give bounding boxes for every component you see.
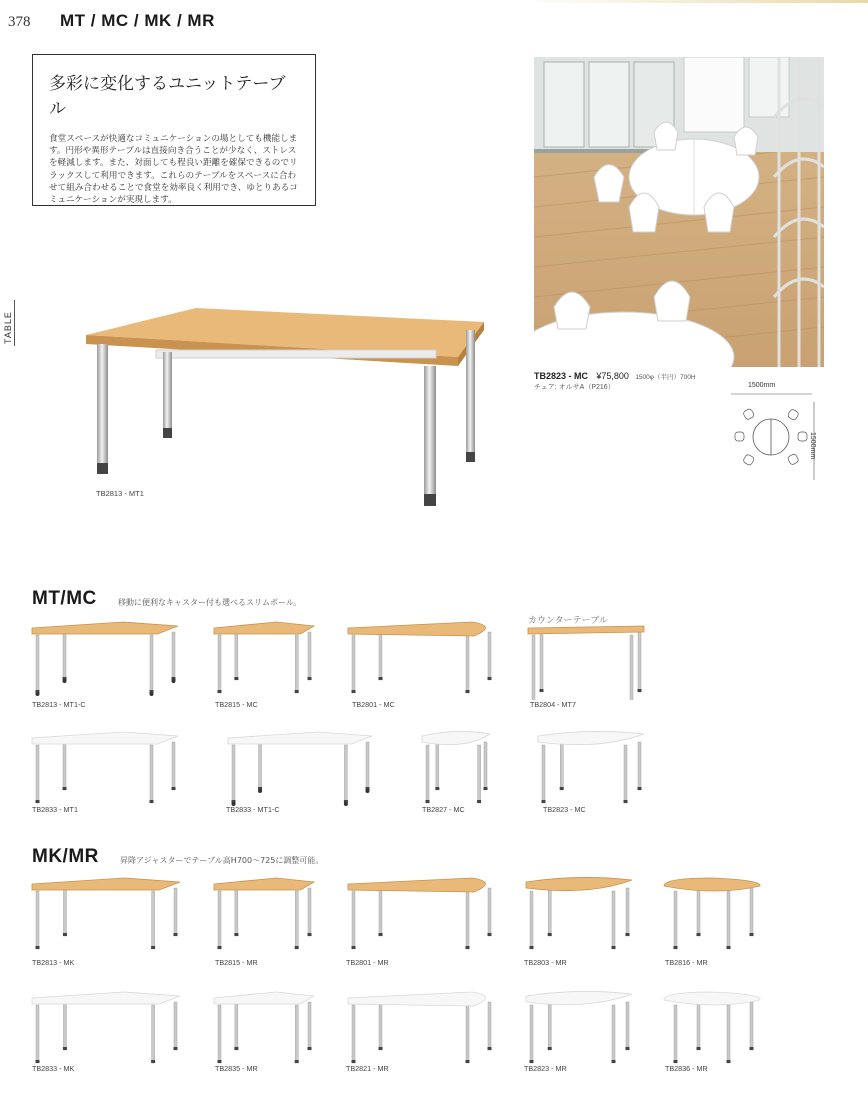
product-image	[536, 730, 646, 810]
product-image	[30, 620, 180, 700]
table-illustration	[662, 876, 762, 956]
product-code: TB2833 - MT1	[32, 805, 78, 814]
table-illustration	[212, 620, 316, 700]
product-code: TB2833 - MT1-C	[226, 805, 280, 814]
table-illustration	[524, 876, 634, 956]
product-image	[212, 876, 316, 956]
side-tab-label: TABLE	[3, 311, 13, 344]
hero-caption: TB2813 - MT1	[96, 489, 144, 498]
product-code: TB2823 - MR	[524, 1064, 567, 1073]
table-illustration	[524, 990, 634, 1070]
photo-chair-note: チェア: オルサA（P216）	[534, 384, 615, 391]
side-tab	[0, 300, 20, 346]
product-code: TB2803 - MR	[524, 958, 567, 967]
plan-width-label: 1500mm	[748, 382, 776, 389]
series-title: MT / MC / MK / MR	[60, 11, 215, 30]
product-code: TB2813 - MT1-C	[32, 700, 86, 709]
product-image	[226, 730, 374, 810]
product-image	[212, 620, 316, 700]
product-code: TB2815 - MC	[215, 700, 258, 709]
table-illustration	[212, 876, 316, 956]
product-image	[30, 876, 182, 956]
section-subtitle-mtmc: 移動に便利なキャスター付も選べるスリムポール。	[118, 598, 302, 607]
product-image	[524, 876, 634, 956]
product-code: TB2801 - MC	[352, 700, 395, 709]
product-image	[524, 990, 634, 1070]
table-illustration	[662, 990, 762, 1070]
table-illustration	[30, 876, 182, 956]
product-code: TB2827 - MC	[422, 805, 465, 814]
section-title-mkmr: MK/MR	[32, 846, 99, 867]
counter-table-label: カウンターテーブル	[528, 616, 608, 626]
table-illustration	[30, 730, 180, 810]
product-code: TB2833 - MK	[32, 1064, 75, 1073]
table-illustration	[420, 730, 492, 810]
product-code: TB2835 - MR	[215, 1064, 258, 1073]
product-code: TB2813 - MK	[32, 958, 75, 967]
intro-box	[32, 54, 316, 206]
top-rule	[520, 0, 868, 3]
intro-title: 多彩に変化するユニットテーブル	[49, 74, 286, 119]
table-illustration	[212, 990, 316, 1070]
hero-table-image	[86, 300, 486, 520]
product-code: TB2821 - MR	[346, 1064, 389, 1073]
section-subtitle-mkmr: 昇降アジャスターでテーブル高H700～725に調整可能。	[120, 856, 324, 865]
product-image	[346, 876, 496, 956]
table-illustration	[346, 620, 496, 700]
page-number: 378	[8, 14, 31, 30]
photo-product-code: TB2823 - MC	[534, 371, 589, 381]
table-illustration	[346, 876, 496, 956]
table-illustration	[346, 990, 496, 1070]
plan-height-label: 1500mm	[809, 432, 816, 460]
product-image	[30, 730, 180, 810]
product-image	[212, 990, 316, 1070]
product-image	[662, 990, 762, 1070]
product-image	[662, 876, 762, 956]
product-code: TB2836 - MR	[665, 1064, 708, 1073]
photo-price: ¥75,800	[596, 371, 629, 381]
table-illustration	[30, 990, 182, 1070]
table-illustration	[30, 620, 180, 700]
table-illustration	[536, 730, 646, 810]
product-image	[346, 620, 496, 700]
cafeteria-photo	[534, 57, 824, 367]
product-code: TB2801 - MR	[346, 958, 389, 967]
product-image	[420, 730, 492, 810]
table-illustration	[526, 620, 646, 700]
layout-plan	[726, 380, 826, 480]
product-image	[346, 990, 496, 1070]
product-code: TB2816 - MR	[665, 958, 708, 967]
product-code: TB2804 - MT7	[530, 700, 576, 709]
product-image	[30, 990, 182, 1070]
side-tab-bar	[14, 300, 15, 346]
product-code: TB2823 - MC	[543, 805, 586, 814]
intro-body: 食堂スペースが快適なコミュニケーションの場としても機能します。円形や異形テーブルは直接向き合うことが少なく、ストレスを軽減します。また、対面しても程良い距離を確保できるのでリラックスして利用できます。これらのテーブルをスペースに合わせて組み合わせることで食堂を効率良く利用でき、ゆとりあるコミュニケーションが実現します。	[49, 134, 298, 206]
photo-spec: 1500φ（半円）700H	[635, 374, 696, 381]
section-title-mtmc: MT/MC	[32, 588, 97, 609]
product-code: TB2815 - MR	[215, 958, 258, 967]
product-image	[526, 620, 646, 700]
table-illustration	[226, 730, 374, 810]
